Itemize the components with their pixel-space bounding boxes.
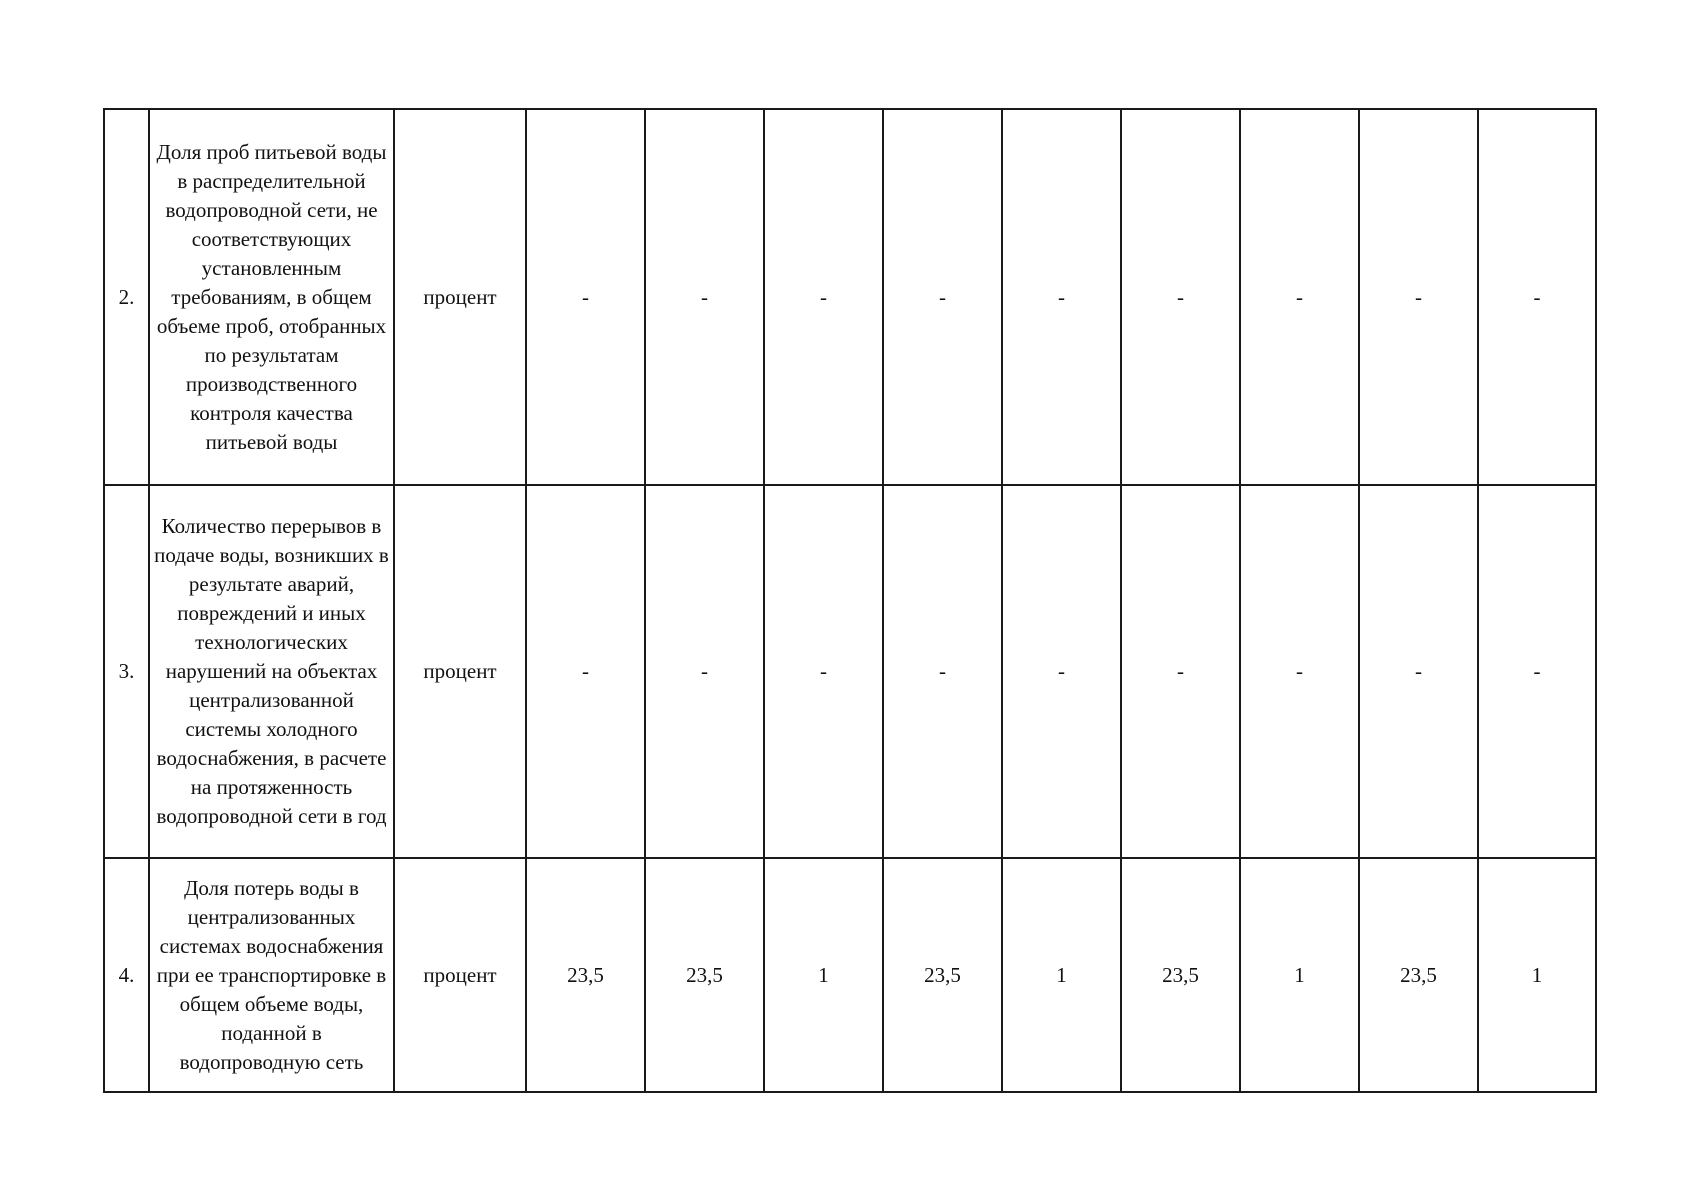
value-cell: 1 bbox=[1002, 858, 1121, 1092]
value-cell: 23,5 bbox=[1121, 858, 1240, 1092]
value-cell: 1 bbox=[1240, 858, 1359, 1092]
unit-cell: процент bbox=[394, 109, 526, 485]
value-cell: - bbox=[1002, 485, 1121, 858]
value-cell: - bbox=[1359, 109, 1478, 485]
value-cell: 1 bbox=[1478, 858, 1596, 1092]
value-cell: 23,5 bbox=[1359, 858, 1478, 1092]
value-cell: - bbox=[1478, 485, 1596, 858]
value-cell: - bbox=[1478, 109, 1596, 485]
value-cell: - bbox=[1121, 485, 1240, 858]
indicator-description: Доля потерь воды в централизованных системах водоснабжения при ее транспортировке в общем объеме воды, поданной в водопроводную сеть bbox=[149, 858, 394, 1092]
table-row bbox=[104, 858, 1596, 1092]
indicator-description: Доля проб питьевой воды в распределительной водопроводной сети, не соответствующих установленным требованиям, в общем объеме проб, отобранных по результатам производственного контроля качества питьевой воды bbox=[149, 109, 394, 485]
table-row bbox=[104, 109, 1596, 485]
row-number: 3. bbox=[104, 485, 149, 858]
table-row bbox=[104, 485, 1596, 858]
value-cell: - bbox=[1121, 109, 1240, 485]
value-cell: - bbox=[645, 485, 764, 858]
value-cell: - bbox=[645, 109, 764, 485]
value-cell: - bbox=[526, 485, 645, 858]
value-cell: - bbox=[1240, 485, 1359, 858]
value-cell: - bbox=[1240, 109, 1359, 485]
value-cell: - bbox=[883, 109, 1002, 485]
row-number: 2. bbox=[104, 109, 149, 485]
value-cell: - bbox=[1002, 109, 1121, 485]
unit-cell: процент bbox=[394, 485, 526, 858]
unit-cell: процент bbox=[394, 858, 526, 1092]
value-cell: 23,5 bbox=[883, 858, 1002, 1092]
value-cell: 1 bbox=[764, 858, 883, 1092]
value-cell: - bbox=[764, 485, 883, 858]
value-cell: - bbox=[526, 109, 645, 485]
value-cell: 23,5 bbox=[645, 858, 764, 1092]
value-cell: - bbox=[764, 109, 883, 485]
value-cell: 23,5 bbox=[526, 858, 645, 1092]
row-number: 4. bbox=[104, 858, 149, 1092]
value-cell: - bbox=[883, 485, 1002, 858]
value-cell: - bbox=[1359, 485, 1478, 858]
indicator-description: Количество перерывов в подаче воды, возникших в результате аварий, повреждений и иных технологических нарушений на объектах централизованной системы холодного водоснабжения, в расчете на протяженность водопроводной сети в год bbox=[149, 485, 394, 858]
indicators-table bbox=[103, 108, 1597, 1093]
